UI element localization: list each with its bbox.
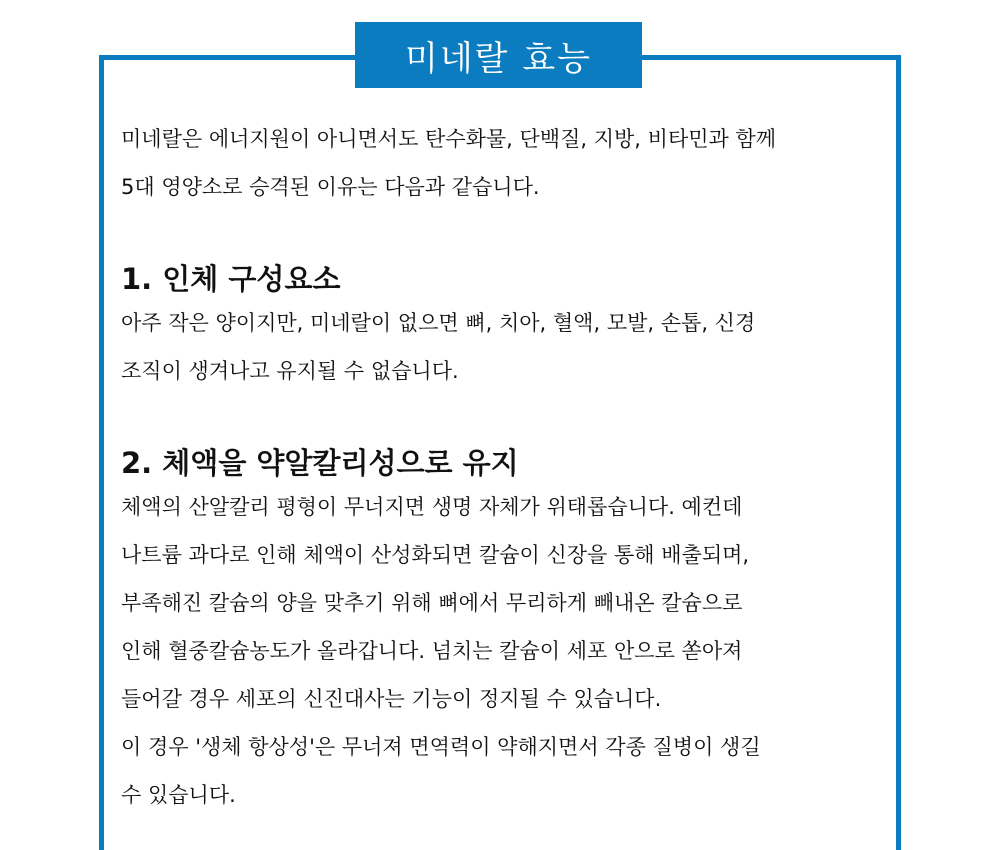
title-banner <box>355 22 642 88</box>
section-line: 인해 혈중칼슘농도가 올라갑니다. 넘치는 칼슘이 세포 안으로 쏟아져 <box>121 639 743 663</box>
section-heading-alkaline-fluid: 2. 체액을 약알칼리성으로 유지 <box>121 446 519 480</box>
intro-line: 5대 영양소로 승격된 이유는 다음과 같습니다. <box>121 175 540 199</box>
page-title: 미네랄 효능 <box>404 38 593 79</box>
section-line: 나트륨 과다로 인해 체액이 산성화되면 칼슘이 신장을 통해 배출되며, <box>121 543 750 567</box>
section-line: 들어갈 경우 세포의 신진대사는 기능이 정지될 수 있습니다. <box>121 687 662 711</box>
spacer <box>121 395 896 443</box>
section-line: 체액의 산알칼리 평형이 무너지면 생명 자체가 위태롭습니다. 예컨데 <box>121 495 743 519</box>
article-body <box>121 115 896 819</box>
section-line: 아주 작은 양이지만, 미네랄이 없으면 뼈, 치아, 혈액, 모발, 손톱, 신경 <box>121 311 756 335</box>
section-line: 수 있습니다. <box>121 783 236 807</box>
spacer <box>121 211 896 259</box>
section-line: 부족해진 칼슘의 양을 맞추기 위해 뼈에서 무리하게 빼내온 칼슘으로 <box>121 591 743 615</box>
section-heading-body-component: 1. 인체 구성요소 <box>121 262 341 296</box>
intro-line: 미네랄은 에너지원이 아니면서도 탄수화물, 단백질, 지방, 비타민과 함께 <box>121 127 777 151</box>
section-line: 조직이 생겨나고 유지될 수 없습니다. <box>121 359 459 383</box>
section-line: 이 경우 '생체 항상성'은 무너져 면역력이 약해지면서 각종 질병이 생길 <box>121 735 761 759</box>
